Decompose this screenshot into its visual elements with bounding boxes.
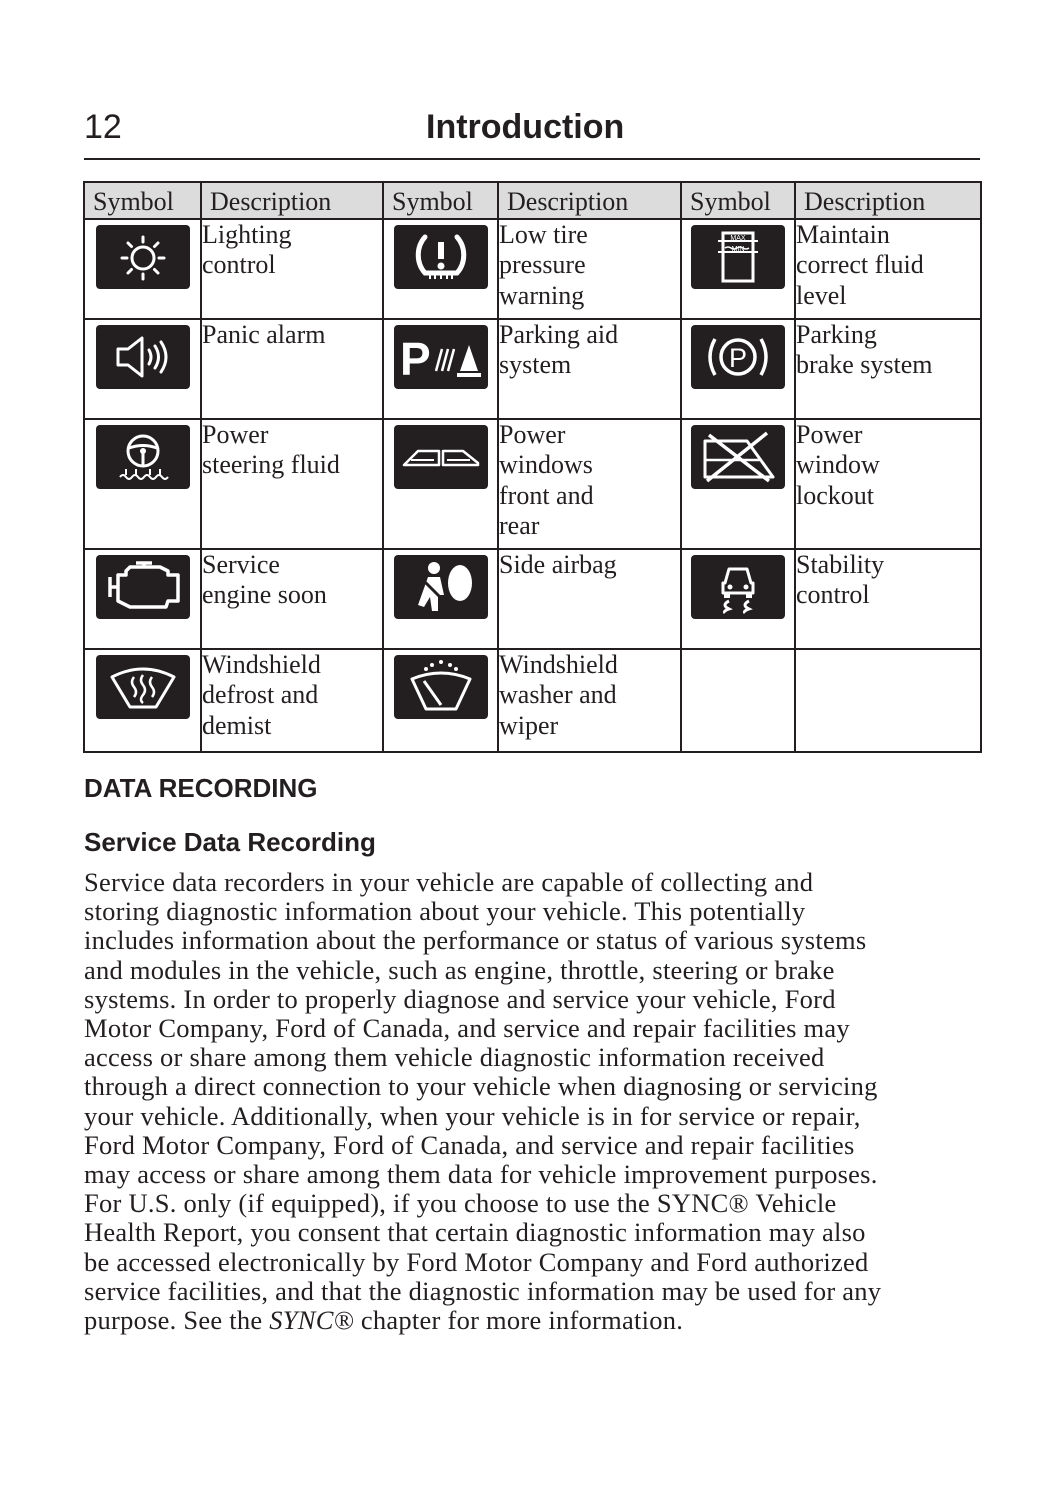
table-row xyxy=(84,549,981,649)
description-text: Lighting control xyxy=(202,219,292,279)
symbol-table xyxy=(83,181,982,753)
description-cell xyxy=(498,219,681,319)
table-row xyxy=(84,649,981,752)
description-cell xyxy=(498,419,681,549)
column-header: Symbol xyxy=(84,182,201,219)
description-text: Service engine soon xyxy=(202,549,327,609)
description-text: Parking brake system xyxy=(796,319,933,379)
description-text: Parking aid system xyxy=(499,319,619,379)
stability-control-icon xyxy=(691,555,785,619)
fluid-min-label: MIN xyxy=(731,245,745,253)
page-number: 12 xyxy=(84,108,122,146)
description-text: Side airbag xyxy=(499,549,617,579)
description-text: Maintain correct fluid level xyxy=(796,219,924,310)
body-paragraph xyxy=(84,868,984,1335)
section-heading: DATA RECORDING xyxy=(84,773,318,803)
description-cell xyxy=(795,219,981,319)
description-text: Low tire pressure warning xyxy=(499,219,588,310)
symbol-cell xyxy=(383,549,498,649)
description-text: Windshield defrost and demist xyxy=(202,649,321,740)
description-cell xyxy=(498,649,681,752)
window-lockout-icon xyxy=(691,425,785,489)
description-text: Power windows front and rear xyxy=(499,419,594,540)
description-text: Windshield washer and wiper xyxy=(499,649,618,740)
sync-chapter-reference: SYNC® xyxy=(269,1305,355,1336)
fluid-max-label: MAX xyxy=(730,234,746,242)
description-text: Power steering fluid xyxy=(202,419,340,479)
symbol-cell xyxy=(84,219,201,319)
symbol-cell xyxy=(383,649,498,752)
table-row xyxy=(84,219,981,319)
column-header: Description xyxy=(795,182,981,219)
fluid-level-icon xyxy=(691,225,785,289)
paragraph-text-end: chapter for more information. xyxy=(354,1305,684,1336)
paragraph-text: Service data recorders in your vehicle are capable of collecting and storing diagnostic information about your vehicle. This potentially includes information about the performance or status of various systems and modules in the vehicle, such as engine, throttle, steering or brake systems. In order to properly diagnose and service your vehicle, Ford Motor Company, Ford of Canada, and service and repair facilities may access or share among them vehicle diagnostic information received through a direct connection to your vehicle when diagnosing or servicing your vehicle. Additionally, when your vehicle is in for service or repair, Ford Motor Company, Ford of Canada, and service and repair facilities may access or share among them data for vehicle improvement purposes. For U.S. only (if equipped), if you choose to use the SYNC® Vehicle Health Report, you consent that certain diagnostic information may also be accessed electronically by Ford Motor Company and Ford authorized service facilities, and that the diagnostic information may be used for any purpose. See the xyxy=(84,867,882,1336)
symbol-cell xyxy=(383,219,498,319)
description-cell xyxy=(795,319,981,419)
description-cell xyxy=(201,649,383,752)
description-cell xyxy=(201,549,383,649)
symbol-cell xyxy=(681,549,795,649)
symbol-cell xyxy=(84,319,201,419)
empty-cell xyxy=(795,649,981,752)
table-row xyxy=(84,419,981,549)
table-header-row xyxy=(84,182,981,219)
description-cell xyxy=(498,549,681,649)
description-text: Stability control xyxy=(796,549,885,609)
description-cell xyxy=(795,549,981,649)
low-tire-pressure-icon xyxy=(394,225,488,289)
column-header: Symbol xyxy=(383,182,498,219)
power-steering-fluid-icon xyxy=(96,425,190,489)
description-cell xyxy=(201,419,383,549)
symbol-cell xyxy=(84,649,201,752)
symbol-cell xyxy=(681,219,795,319)
service-engine-icon xyxy=(96,555,190,619)
description-cell xyxy=(201,219,383,319)
symbol-cell xyxy=(681,319,795,419)
description-text: Power window lockout xyxy=(796,419,880,510)
windshield-wiper-icon xyxy=(394,655,488,719)
section-subheading: Service Data Recording xyxy=(84,827,376,857)
page-title: Introduction xyxy=(426,108,625,146)
lighting-control-icon xyxy=(96,225,190,289)
empty-cell xyxy=(681,649,795,752)
description-cell xyxy=(201,319,383,419)
symbol-cell xyxy=(84,419,201,549)
parking-aid-letter: P xyxy=(399,332,431,385)
column-header: Description xyxy=(498,182,681,219)
description-cell xyxy=(498,319,681,419)
table-row xyxy=(84,319,981,419)
column-header: Description xyxy=(201,182,383,219)
symbol-cell xyxy=(681,419,795,549)
windshield-defrost-icon xyxy=(96,655,190,719)
description-cell xyxy=(795,419,981,549)
description-text: Panic alarm xyxy=(202,319,326,349)
side-airbag-icon xyxy=(394,555,488,619)
symbol-cell xyxy=(383,419,498,549)
column-header: Symbol xyxy=(681,182,795,219)
panic-alarm-icon xyxy=(96,325,190,389)
parking-brake-icon xyxy=(691,325,785,389)
header-rule xyxy=(84,158,980,160)
symbol-cell xyxy=(84,549,201,649)
parking-aid-icon xyxy=(394,325,488,389)
symbol-cell xyxy=(383,319,498,419)
power-windows-icon xyxy=(394,425,488,489)
parking-brake-letter: P xyxy=(728,342,748,373)
